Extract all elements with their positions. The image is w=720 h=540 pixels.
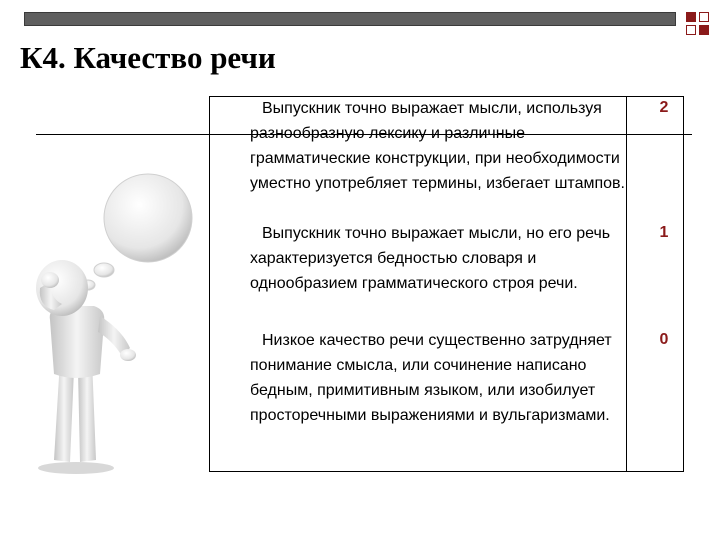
thought-bubble-dot — [94, 263, 114, 277]
criterion-text — [250, 221, 630, 296]
figure-hand — [41, 272, 59, 288]
corner-square — [686, 12, 696, 22]
criterion-text — [250, 328, 630, 428]
figure-shadow — [38, 462, 114, 474]
criterion-score: 2 — [659, 99, 669, 116]
corner-square — [699, 25, 709, 35]
criterion-text — [250, 96, 630, 196]
criterion-score: 1 — [659, 224, 669, 241]
figure-torso — [50, 306, 105, 378]
criterion-text-0: Низкое качество речи существенно затрудняет понимание смысла, или сочинение написано бедным, примитивным языком, или изобилует просторечными выражениями и вульгаризмами. — [250, 332, 612, 424]
criterion-text-2: Выпускник точно выражает мысли, используя разнообразную лексику и различные грамматические конструкции, при необходимости уместно употребляет термины, избегает штампов. — [250, 100, 625, 192]
figure-hand — [120, 349, 136, 361]
thought-bubble — [104, 174, 192, 262]
corner-squares — [686, 12, 710, 36]
corner-square — [699, 12, 709, 22]
slide-title: К4. Качество речи — [20, 40, 276, 75]
criterion-text-1: Выпускник точно выражает мысли, но его речь характеризуется бедностью словаря и однообразием грамматического строя речи. — [250, 225, 611, 292]
criterion-score: 0 — [659, 331, 669, 348]
thinking-person-illustration — [20, 160, 220, 480]
header-bar — [24, 12, 676, 26]
corner-square — [686, 25, 696, 35]
